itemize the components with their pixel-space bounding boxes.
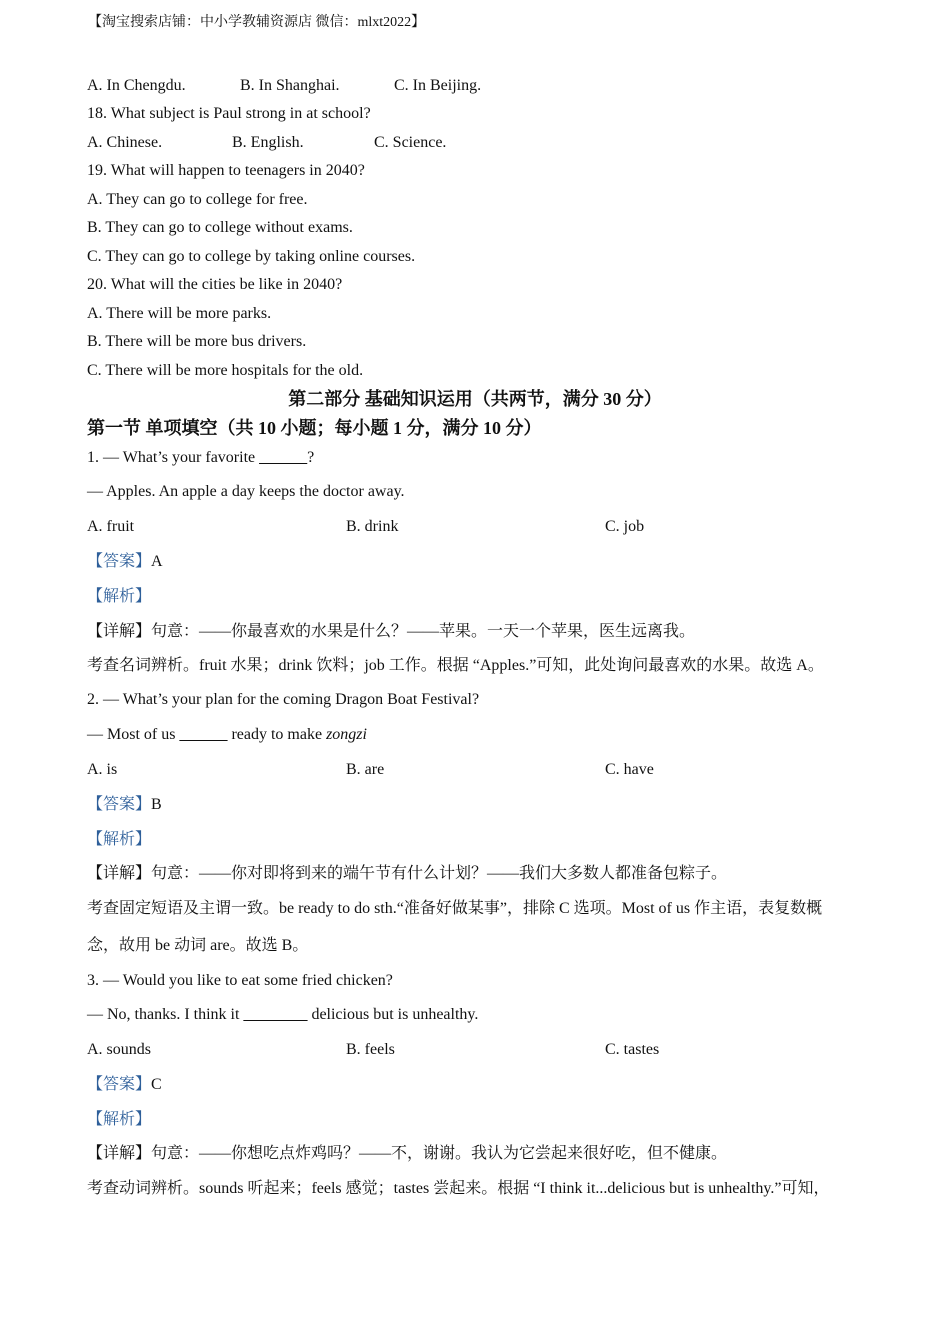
q2-explain-line1: 考查固定短语及主谓一致。be ready to do sth.“准备好做某事”，排除 C 选项。Most of us 作主语，表复数概 <box>87 900 823 917</box>
q1-option-c: C. job <box>605 518 645 535</box>
q2-option-a: A. is <box>87 761 118 778</box>
q1-explain: 考查名词辨析。fruit 水果；drink 饮料；job 工作。根据 “Apples.”可知，此处询问最喜欢的水果。故选 A。 <box>87 657 824 674</box>
q20-option-c: C. There will be more hospitals for the old. <box>87 362 364 379</box>
q3-blank: ________ <box>243 1006 308 1023</box>
q1-analysis <box>87 586 151 608</box>
q3-option-b: B. feels <box>346 1041 395 1058</box>
q18-option-c: C. Science. <box>374 134 447 151</box>
q2-answer-value: B <box>151 796 162 813</box>
q2-question: 2. — What’s your plan for the coming Dragon Boat Festival? <box>87 691 480 708</box>
q20-option-a: A. There will be more parks. <box>87 305 272 322</box>
q3-analysis <box>87 1109 151 1131</box>
q2-detail: 【详解】句意：——你对即将到来的端午节有什么计划？——我们大多数人都准备包粽子。 <box>87 865 728 882</box>
q2-option-b: B. are <box>346 761 385 778</box>
q3-explain: 考查动词辨析。sounds 听起来；feels 感觉；tastes 尝起来。根据 “I think it...delicious but is unhealthy.”可知， <box>87 1180 830 1197</box>
q18-option-a: A. Chinese. <box>87 134 163 151</box>
answer-label: 【答案】 <box>87 796 152 813</box>
q17-option-c: C. In Beijing. <box>394 77 482 94</box>
page-header: 【淘宝搜索店铺：中小学教辅资源店 微信：mlxt2022】 <box>88 15 426 30</box>
q2-option-c: C. have <box>605 761 654 778</box>
q2-blank: ______ <box>179 726 228 743</box>
q20-question: 20. What will the cities be like in 2040? <box>87 276 343 293</box>
q2-answer <box>87 794 162 816</box>
q1-question: 1. — What’s your favorite ______? <box>87 449 315 466</box>
detail-label: 【详解】 <box>87 623 152 640</box>
analysis-label: 【解析】 <box>87 588 152 605</box>
q3-question: 3. — Would you like to eat some fried chicken? <box>87 972 393 989</box>
q3-reply: — No, thanks. I think it ________ delicious but is unhealthy. <box>87 1006 479 1023</box>
analysis-label: 【解析】 <box>87 831 152 848</box>
answer-label: 【答案】 <box>87 1076 152 1093</box>
q1-answer <box>87 551 163 573</box>
q1-detail: 【详解】句意：——你最喜欢的水果是什么？——苹果。一天一个苹果，医生远离我。 <box>87 623 696 640</box>
q19-option-c: C. They can go to college by taking online courses. <box>87 248 416 265</box>
q18-option-b: B. English. <box>232 134 304 151</box>
q19-option-a: A. They can go to college for free. <box>87 191 308 208</box>
q1-blank: ______ <box>259 449 308 466</box>
q17-option-a: A. In Chengdu. <box>87 77 186 94</box>
detail-label: 【详解】 <box>87 1145 152 1162</box>
q3-detail: 【详解】句意：——你想吃点炸鸡吗？——不，谢谢。我认为它尝起来很好吃，但不健康。 <box>87 1145 728 1162</box>
answer-label: 【答案】 <box>87 553 152 570</box>
detail-label: 【详解】 <box>87 865 152 882</box>
q20-option-b: B. There will be more bus drivers. <box>87 333 307 350</box>
q3-option-a: A. sounds <box>87 1041 152 1058</box>
q19-question: 19. What will happen to teenagers in 2040? <box>87 162 365 179</box>
q1-answer-value: A <box>151 553 163 570</box>
q1-reply: — Apples. An apple a day keeps the doctor away. <box>87 483 405 500</box>
q2-explain-line2: 念，故用 be 动词 are。故选 B。 <box>87 937 309 954</box>
q3-answer-value: C <box>151 1076 162 1093</box>
q17-option-b: B. In Shanghai. <box>240 77 340 94</box>
section1-title: 第一节 单项填空（共 10 小题；每小题 1 分，满分 10 分） <box>87 418 542 438</box>
q3-option-c: C. tastes <box>605 1041 660 1058</box>
q18-question: 18. What subject is Paul strong in at school? <box>87 105 371 122</box>
analysis-label: 【解析】 <box>87 1111 152 1128</box>
q2-analysis <box>87 829 151 851</box>
q3-answer <box>87 1074 162 1096</box>
part2-title: 第二部分 基础知识运用（共两节，满分 30 分） <box>288 389 662 409</box>
q19-option-b: B. They can go to college without exams. <box>87 219 353 236</box>
q2-reply: — Most of us ______ ready to make zongzi <box>87 726 367 743</box>
q1-option-b: B. drink <box>346 518 399 535</box>
q1-option-a: A. fruit <box>87 518 135 535</box>
